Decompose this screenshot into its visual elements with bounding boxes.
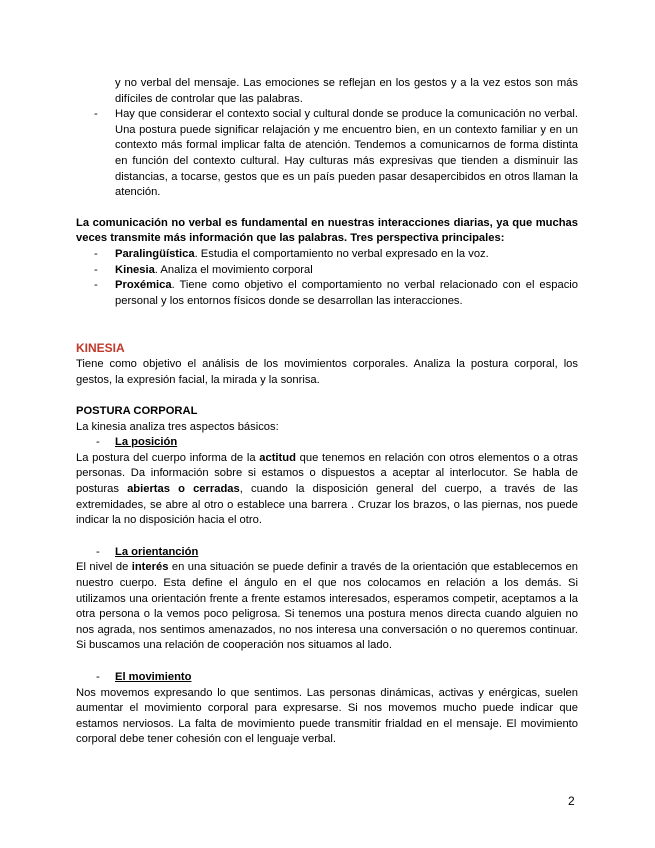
bullet-dash: - [94, 279, 98, 292]
kinesia-text: Tiene como objetivo el análisis de los movimientos corporales. Analiza la postura corporal, los gestos, la expresión facial, la mirada y la sonrisa. [76, 357, 578, 386]
posicion-b1: actitud [259, 451, 296, 464]
posicion-t1: La postura del cuerpo informa de la [76, 451, 260, 464]
context-bullet [76, 107, 578, 201]
perspective-item-kinesia [76, 263, 578, 279]
bullet-dash: - [94, 263, 98, 276]
orientacion-b1: interés [131, 561, 169, 574]
orientacion-t1: El nivel de [76, 561, 132, 574]
orientacion-text [76, 560, 578, 654]
perspective-term: Proxémica [115, 279, 172, 292]
context-bullet-text: Hay que considerar el contexto social y cultural donde se produce la comunicación no verbal. Una postura puede significar relajación y me encuentro bien, en un contexto familiar y en un contexto más formal implicar falta de atención. Tendemos a comunicarnos de forma distinta en función del contexto cultural. Hay culturas más expresivas que tienden a disminuir las distancias, a tocarse, gestos que es un país pueden pasar desapercibidos en otros llaman la atención. [115, 108, 578, 199]
bullet-dash: - [94, 108, 98, 121]
movimiento-subheading [76, 670, 578, 686]
orientacion-title: La orientanción [115, 545, 199, 558]
posicion-t2: que tenemos en relación con otros elementos o a otras personas. Da información sobre si estamos o dispuestos a aceptar al interlocutor. Se habla de posturas [76, 451, 578, 496]
movimiento-text: Nos movemos expresando lo que sentimos. Las personas dinámicas, activas y enérgicas, suelen aumentar el movimiento corporal para expresarse. Si nos movemos mucho puede indicar que estamos nerviosos. La falta de movimiento puede transmitir frialdad en el mensaje. El movimiento corporal debe tener cohesión con el lenguaje verbal. [76, 686, 578, 746]
perspective-desc: . Tiene como objetivo el comportamiento no verbal relacionado con el espacio personal y los entornos físicos donde se desarrollan las interacciones. [115, 279, 578, 307]
perspective-term: Kinesia [115, 263, 155, 276]
page-number: 2 [568, 794, 575, 808]
movimiento-title: El movimiento [115, 671, 192, 683]
posicion-t3: , cuando la disposición general del cuerpo, a través de las extremidades, se abre al otro o establece una barrera . Cruzar los brazos, o las piernas, nos puede indicar la no disposición hacia el otro. [76, 483, 578, 527]
sub-dash: - [96, 436, 100, 449]
posicion-title: La posición [115, 436, 178, 449]
postura-intro: La kinesia analiza tres aspectos básicos: [76, 420, 279, 433]
bullet-dash: - [94, 247, 98, 260]
orientacion-subheading [76, 545, 578, 561]
sub-dash: - [96, 545, 100, 558]
perspective-desc: . Analiza el movimiento corporal [154, 263, 313, 276]
perspective-item-proxemica [76, 278, 578, 309]
sub-dash: - [96, 671, 100, 683]
posicion-text [76, 451, 578, 529]
postura-heading: POSTURA CORPORAL [76, 405, 198, 418]
perspective-item-paralinguistica [76, 247, 578, 263]
posicion-b2: abiertas o cerradas [127, 483, 240, 496]
orientacion-t2: en una situación se puede definir a través de la orientación que establecemos en nuestro cuerpo. Esta define el ángulo en el que nos colocamos en relación a los demás. Si utilizamos una orientación frente a frente estamos interesados, esperamos competir, aceptamos a la otra persona o la vemos poco peligrosa. Si tenemos una postura menos directa cuando alguien no nos agrada, nos sentimos amenazados, no nos interesa una conversación o no queremos continuar. Si buscamos una relación de cooperación nos situamos al lado. [76, 561, 578, 652]
perspective-desc: . Estudia el comportamiento no verbal expresado en la voz. [194, 247, 489, 260]
perspective-term: Paralingüística [115, 247, 195, 260]
kinesia-heading: KINESIA [76, 341, 125, 356]
document-page [76, 76, 578, 748]
posicion-subheading [76, 435, 578, 451]
intro-continuation: y no verbal del mensaje. Las emociones se reflejan en los gestos y a la vez estos son más difíciles de controlar que las palabras. [115, 77, 578, 105]
summary-statement: La comunicación no verbal es fundamental en nuestras interacciones diarias, ya que muchas veces transmite más información que las palabras. Tres perspectiva principales: [76, 216, 578, 245]
